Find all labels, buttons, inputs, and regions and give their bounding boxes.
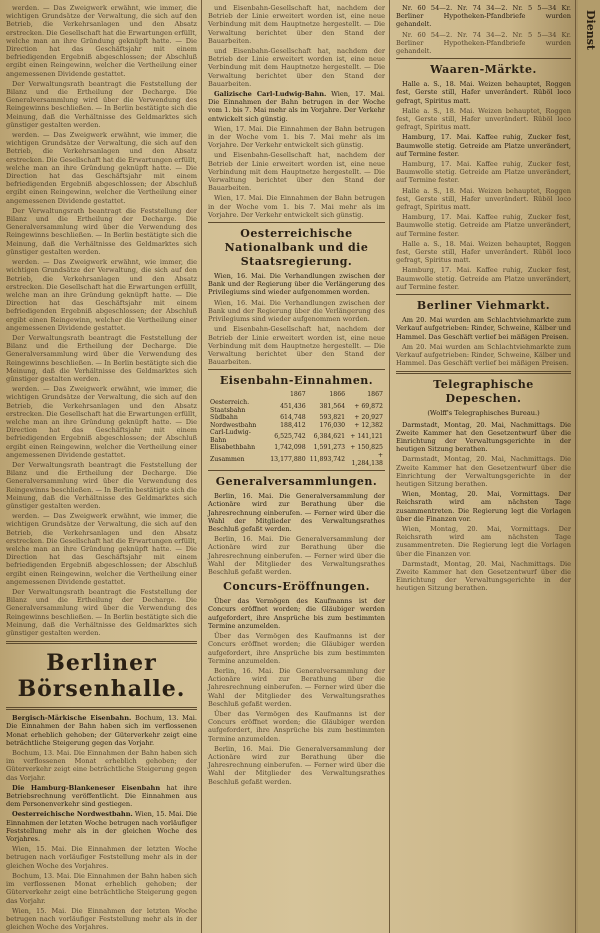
table-row: [208, 414, 385, 422]
section-heading: Berliner Viehmarkt.: [416, 299, 551, 313]
table-header-cell: 1866: [329, 391, 346, 399]
table-cell: + 12,382: [354, 421, 383, 429]
table-cell: 451,436: [280, 402, 306, 410]
column-1: [2, 0, 202, 933]
section-heading: Telegraphische Depeschen.: [433, 378, 534, 406]
article-text: Wien, 17. Mai. Die Einnahmen der Bahn betrugen in der Woche vom 1. bis 7. Mai mehr als im Vorjahre. Der Verkehr entwickelt sich günstig.: [208, 124, 385, 150]
table-cell: 6,384,621: [313, 433, 346, 441]
article-text: Hamburg, 17. Mai. Kaffee ruhig, Zucker fest, Baumwolle stetig. Getreide am Platze unverändert, auf Termine fester.: [396, 133, 571, 158]
article-text: und Eisenbahn-Gesellschaft hat, nachdem der Betrieb der Linie erweitert worden ist, eine neue Verbindung mit dem Hauptnetze hergestellt. — Die Verwaltung berichtet über den Stand der Bauarbeiten.: [208, 325, 385, 367]
table-cell: 11,893,742: [309, 455, 346, 463]
article-title: Die Hamburg-Blankeneser Eisenbahn: [12, 783, 161, 792]
table-cell: + 20,927: [354, 414, 383, 422]
earnings-table: [208, 391, 385, 467]
table-cell: 13,177,880: [270, 455, 306, 463]
article-text: werden. — Das Zweigwerk erwähnt, wie immer, die wichtigen Grundsätze der Verwaltung, die sich auf den Betrieb, die Verkehrsanlagen und den Absatz erstrecken. Die Gesellschaft hat die Erwartungen erfüllt, welche man an ihre Gründung geknüpft hatte. — Die Direction hat das Geschäftsjahr mit einem befriedigenden Ergebniß abgeschlossen; der Abschluß ergibt einen Reingewinn, welcher die Vertheilung einer angemessenen Dividende gestattet.: [6, 258, 197, 332]
article-text: Wien, 17. Mai. Die Einnahmen der Bahn betrugen in der Woche vom 1. bis 7. Mai mehr als im Vorjahre. Der Verkehr entwickelt sich günstig.: [208, 90, 385, 123]
section-heading: Concurs-Eröffnungen.: [223, 580, 370, 594]
article-text: Wien, 15. Mai. Die Einnahmen der letzten Woche betrugen nach vorläufiger Feststellung mehr als in der gleichen Woche des Vorjahres.: [6, 810, 197, 844]
article-text: werden. — Das Zweigwerk erwähnt, wie immer, die wichtigen Grundsätze der Verwaltung, die sich auf den Betrieb, die Verkehrsanlagen und den Absatz erstrecken. Die Gesellschaft hat die Erwartungen erfüllt, welche man an ihre Gründung geknüpft hatte. — Die Direction hat das Geschäftsjahr mit einem befriedigenden Ergebniß abgeschlossen; der Abschluß ergibt einen Reingewinn, welcher die Vertheilung einer angemessenen Dividende gestattet.: [6, 131, 197, 205]
article-text: Berlin, 16. Mai. Die Generalversammlung der Actionäre wird zur Berathung über die Jahresrechnung einberufen. — Ferner wird über die Wahl der Mitglieder des Verwaltungsrathes Beschluß gefaßt werden.: [208, 744, 385, 786]
article-text: Bochum, 13. Mai. Die Einnahmen der Bahn haben sich im verflossenen Monat erheblich gehoben; der Güterverkehr zeigt eine beträchtliche Steigerung gegen das Vorjahr.: [6, 871, 197, 905]
table-cell: + 150,825: [350, 444, 383, 452]
article-text: Über das Vermögen des Kaufmanns ist der Concurs eröffnet worden; die Gläubiger werden aufgefordert, ihre Ansprüche bis zum bestimmten Termine anzumelden.: [208, 632, 385, 665]
article-text: Hamburg, 17. Mai. Kaffee ruhig, Zucker fest, Baumwolle stetig. Getreide am Platze unverändert, auf Termine fester.: [396, 266, 571, 291]
article-text: Halle a. S., 18. Mai. Weizen behauptet, Roggen fest, Gerste still, Hafer unverändert. Rüböl loco gefragt, Spiritus matt.: [396, 186, 571, 212]
table-header-cell: 1867: [289, 391, 306, 399]
article-text: und Eisenbahn-Gesellschaft hat, nachdem der Betrieb der Linie erweitert worden ist, eine neue Verbindung mit dem Hauptnetze hergestellt. — Die Verwaltung berichtet über den Stand der Bauarbeiten.: [208, 47, 385, 88]
section-rule: [208, 470, 385, 471]
table-cell: Elisabethbahn: [210, 444, 256, 452]
article-text: Bochum, 13. Mai. Die Einnahmen der Bahn haben sich im verflossenen Monat erheblich gehoben; der Güterverkehr zeigt eine beträchtliche Steigerung gegen das Vorjahr.: [6, 714, 197, 747]
article-text: werden. — Das Zweigwerk erwähnt, wie immer, die wichtigen Grundsätze der Verwaltung, die sich auf den Betrieb, die Verkehrsanlagen und den Absatz erstrecken. Die Gesellschaft hat die Erwartungen erfüllt, welche man an ihre Gründung geknüpft hatte. — Die Direction hat das Geschäftsjahr mit einem befriedigenden Ergebniß abgeschlossen; der Abschluß ergibt einen Reingewinn, welcher die Vertheilung einer angemessenen Dividende gestattet.: [6, 512, 197, 586]
table-cell: 381,564: [319, 402, 346, 410]
article-text: Wien, 16. Mai. Die Verhandlungen zwischen der Bank und der Regierung über die Verlängerung des Privilegiums sind wieder aufgenommen worden.: [208, 298, 385, 324]
article-text: Über das Vermögen des Kaufmanns ist der Concurs eröffnet worden; die Gläubiger werden aufgefordert, ihre Ansprüche bis zum bestimmten Termine anzumelden.: [208, 597, 385, 630]
table-header-row: [208, 391, 385, 399]
section-heading: Generalversammlungen.: [215, 475, 378, 489]
section-subheading: (Wolff's Telegraphisches Bureau.): [427, 409, 540, 418]
table-cell: 614,748: [280, 414, 306, 422]
article-title: Galizische Carl-Ludwig-Bahn.: [214, 90, 327, 99]
table-cell: Carl-Ludwig-Bahn: [210, 429, 251, 444]
article-text: Der Verwaltungsrath beantragt die Feststellung der Bilanz und die Ertheilung der Decharge. Die Generalversammlung wird über die Verwendung des Reingewinns beschließen. — In Berlin bestätigte sich die Meinung, daß die Verhältnisse des Geldmarktes sich günstiger gestalten werden.: [6, 333, 197, 383]
section-rule: [6, 641, 197, 644]
article-block: [6, 714, 197, 747]
masthead-fragment: Dienst: [584, 10, 598, 50]
article-text: werden. — Das Zweigwerk erwähnt, wie immer, die wichtigen Grundsätze der Verwaltung, die sich auf den Betrieb, die Verkehrsanlagen und den Absatz erstrecken. Die Gesellschaft hat die Erwartungen erfüllt, welche man an ihre Gründung geknüpft hatte. — Die Direction hat das Geschäftsjahr mit einem befriedigenden Ergebniß abgeschlossen; der Abschluß ergibt einen Reingewinn, welcher die Vertheilung einer angemessenen Dividende gestattet.: [6, 4, 197, 78]
article-text: Darmstadt, Montag, 20. Mai, Nachmittags. Die Zweite Kammer hat den Gesetzentwurf über die Einrichtung der Verwaltungsgerichte in der heutigen Sitzung berathen.: [396, 455, 571, 488]
table-cell: 593,821: [319, 414, 346, 422]
table-cell: 6,525,742: [274, 433, 306, 441]
article-title: Bergisch-Märkische Eisenbahn.: [12, 714, 132, 723]
article-text: Nr. 60 54—2. Nr. 74 34—2. Nr. 5 5—34 Kr. Berliner Hypotheken-Pfandbriefe wurden gehandelt.: [396, 30, 571, 56]
article-title: Oesterreichische Nordwestbahn.: [12, 810, 133, 819]
section-rule: [396, 371, 571, 374]
table-row: [208, 429, 385, 444]
section-heading: Oesterreichische Nationalbank und die Staatsregierung.: [224, 227, 369, 269]
article-text: Halle a. S., 18. Mai. Weizen behauptet, Roggen fest, Gerste still, Hafer unverändert. Rüböl loco gefragt, Spiritus matt.: [396, 80, 571, 105]
section-rule: [396, 58, 571, 59]
article-text: Darmstadt, Montag, 20. Mai, Nachmittags. Die Zweite Kammer hat den Gesetzentwurf über die Einrichtung der Verwaltungsgerichte in der heutigen Sitzung berathen.: [396, 559, 571, 593]
article-text: hat ihre Betriebsrechnung veröffentlicht. Die Einnahmen aus dem Personenverkehr sind gestiegen.: [6, 783, 197, 809]
article-block: [208, 90, 385, 123]
table-cell: Oesterreich. Staatsbahn: [210, 398, 250, 414]
table-cell: + 1,284,138: [351, 452, 383, 467]
table-header-cell: 1867: [367, 391, 383, 399]
article-text: Der Verwaltungsrath beantragt die Feststellung der Bilanz und die Ertheilung der Decharge. Die Generalversammlung wird über die Verwendung des Reingewinns beschließen. — In Berlin bestätigte sich die Meinung, daß die Verhältnisse des Geldmarktes sich günstiger gestalten werden.: [6, 206, 197, 256]
table-row: [208, 422, 385, 430]
article-text: Hamburg, 17. Mai. Kaffee ruhig, Zucker fest, Baumwolle stetig. Getreide am Platze unverändert, auf Termine fester.: [396, 213, 571, 238]
table-cell: 1,591,273: [313, 444, 346, 452]
article-text: und Eisenbahn-Gesellschaft hat, nachdem der Betrieb der Linie erweitert worden ist, eine neue Verbindung mit dem Hauptnetze hergestellt. — Die Verwaltung berichtet über den Stand der Bauarbeiten.: [208, 4, 385, 45]
table-cell: 1,742,098: [274, 444, 306, 452]
section-heading: Waaren-Märkte.: [430, 63, 537, 77]
table-cell: Zusammen: [210, 455, 245, 463]
table-cell: + 69,872: [354, 402, 383, 410]
article-text: Am 20. Mai wurden am Schlachtviehmarkte zum Verkauf aufgetrieben: Rinder, Schweine, Kälber und Hammel. Das Geschäft verlief bei mäßigen Preisen.: [396, 342, 571, 368]
table-row: [208, 452, 385, 467]
article-text: werden. — Das Zweigwerk erwähnt, wie immer, die wichtigen Grundsätze der Verwaltung, die sich auf den Betrieb, die Verkehrsanlagen und den Absatz erstrecken. Die Gesellschaft hat die Erwartungen erfüllt, welche man an ihre Gründung geknüpft hatte. — Die Direction hat das Geschäftsjahr mit einem befriedigenden Ergebniß abgeschlossen; der Abschluß ergibt einen Reingewinn, welcher die Vertheilung einer angemessenen Dividende gestattet.: [6, 385, 197, 459]
table-cell: 176,030: [319, 421, 346, 429]
article-text: Hamburg, 17. Mai. Kaffee ruhig, Zucker fest, Baumwolle stetig. Getreide am Platze unverändert, auf Termine fester.: [396, 160, 571, 185]
article-text: Wien, 15. Mai. Die Einnahmen der letzten Woche betrugen nach vorläufiger Feststellung mehr als in der gleichen Woche des Vorjahres.: [6, 845, 197, 870]
article-text: Über das Vermögen des Kaufmanns ist der Concurs eröffnet worden; die Gläubiger werden aufgefordert, ihre Ansprüche bis zum bestimmten Termine anzumelden.: [208, 709, 385, 743]
column-2: [204, 0, 390, 933]
article-block: [6, 784, 197, 809]
article-text: Berlin, 16. Mai. Die Generalversammlung der Actionäre wird zur Berathung über die Jahresrechnung einberufen. — Ferner wird über die Wahl der Mitglieder des Verwaltungsrathes Beschluß gefaßt werden.: [208, 535, 385, 577]
article-text: und Eisenbahn-Gesellschaft hat, nachdem der Betrieb der Linie erweitert worden ist, eine neue Verbindung mit dem Hauptnetze hergestellt. — Die Verwaltung berichtet über den Stand der Bauarbeiten.: [208, 151, 385, 193]
table-row: [208, 399, 385, 414]
section-heading: Eisenbahn-Einnahmen.: [219, 374, 374, 388]
column-3: [392, 0, 576, 933]
table-row: [208, 444, 385, 452]
article-text: Am 20. Mai wurden am Schlachtviehmarkte zum Verkauf aufgetrieben: Rinder, Schweine, Kälber und Hammel. Das Geschäft verlief bei mäßigen Preisen.: [396, 316, 571, 341]
article-text: Bochum, 13. Mai. Die Einnahmen der Bahn haben sich im verflossenen Monat erheblich gehoben; der Güterverkehr zeigt eine beträchtliche Steigerung gegen das Vorjahr.: [6, 749, 197, 782]
article-text: Berlin, 16. Mai. Die Generalversammlung der Actionäre wird zur Berathung über die Jahresrechnung einberufen. — Ferner wird über die Wahl der Mitglieder des Verwaltungsrathes Beschluß gefaßt werden.: [208, 666, 385, 708]
section-rule: [6, 707, 197, 710]
article-text: Halle a. S., 18. Mai. Weizen behauptet, Roggen fest, Gerste still, Hafer unverändert. Rüböl loco gefragt, Spiritus matt.: [396, 239, 571, 265]
section-rule: [208, 369, 385, 370]
table-cell: + 141,121: [350, 433, 383, 441]
article-text: Wien, Montag, 20. Mai, Vormittags. Der Reichsrath wird am nächsten Tage zusammentreten. Die Regierung legt die Vorlagen über die Finanzen vor.: [396, 490, 571, 523]
section-rule: [396, 294, 571, 295]
article-text: Halle a. S., 18. Mai. Weizen behauptet, Roggen fest, Gerste still, Hafer unverändert. Rüböl loco gefragt, Spiritus matt.: [396, 106, 571, 132]
table-cell: Südbahn: [210, 414, 238, 422]
section-heading: Berliner Börsenhalle.: [17, 650, 186, 703]
article-text: Berlin, 16. Mai. Die Generalversammlung der Actionäre wird zur Berathung über die Jahresrechnung einberufen. — Ferner wird über die Wahl der Mitglieder des Verwaltungsrathes Beschluß gefaßt werden.: [208, 492, 385, 534]
article-block: [6, 810, 197, 843]
article-text: Der Verwaltungsrath beantragt die Feststellung der Bilanz und die Ertheilung der Decharge. Die Generalversammlung wird über die Verwendung des Reingewinns beschließen. — In Berlin bestätigte sich die Meinung, daß die Verhältnisse des Geldmarktes sich günstiger gestalten werden.: [6, 588, 197, 638]
page-edge: [578, 0, 600, 933]
article-text: Wien, 15. Mai. Die Einnahmen der letzten Woche betrugen nach vorläufiger Feststellung mehr als in der gleichen Woche des Vorjahres.: [6, 906, 197, 932]
article-text: Wien, 16. Mai. Die Verhandlungen zwischen der Bank und der Regierung über die Verlängerung des Privilegiums sind wieder aufgenommen worden.: [208, 272, 385, 297]
article-text: Nr. 60 54—2. Nr. 74 34—2. Nr. 5 5—34 Kr. Berliner Hypotheken-Pfandbriefe wurden gehandelt.: [396, 4, 571, 29]
table-cell: 188,412: [280, 421, 306, 429]
article-text: Der Verwaltungsrath beantragt die Feststellung der Bilanz und die Ertheilung der Decharge. Die Generalversammlung wird über die Verwendung des Reingewinns beschließen. — In Berlin bestätigte sich die Meinung, daß die Verhältnisse des Geldmarktes sich günstiger gestalten werden.: [6, 460, 197, 510]
article-text: Der Verwaltungsrath beantragt die Feststellung der Bilanz und die Ertheilung der Decharge. Die Generalversammlung wird über die Verwendung des Reingewinns beschließen. — In Berlin bestätigte sich die Meinung, daß die Verhältnisse des Geldmarktes sich günstiger gestalten werden.: [6, 79, 197, 129]
section-rule: [208, 222, 385, 223]
article-text: Wien, Montag, 20. Mai, Vormittags. Der Reichsrath wird am nächsten Tage zusammentreten. Die Regierung legt die Vorlagen über die Finanzen vor.: [396, 524, 571, 558]
table-cell: Nordwestbahn: [210, 421, 257, 429]
article-text: Wien, 17. Mai. Die Einnahmen der Bahn betrugen in der Woche vom 1. bis 7. Mai mehr als im Vorjahre. Der Verkehr entwickelt sich günstig.: [208, 194, 385, 219]
table-header-cell: [208, 391, 268, 399]
article-text: Darmstadt, Montag, 20. Mai, Nachmittags. Die Zweite Kammer hat den Gesetzentwurf über die Einrichtung der Verwaltungsgerichte in der heutigen Sitzung berathen.: [396, 420, 571, 454]
